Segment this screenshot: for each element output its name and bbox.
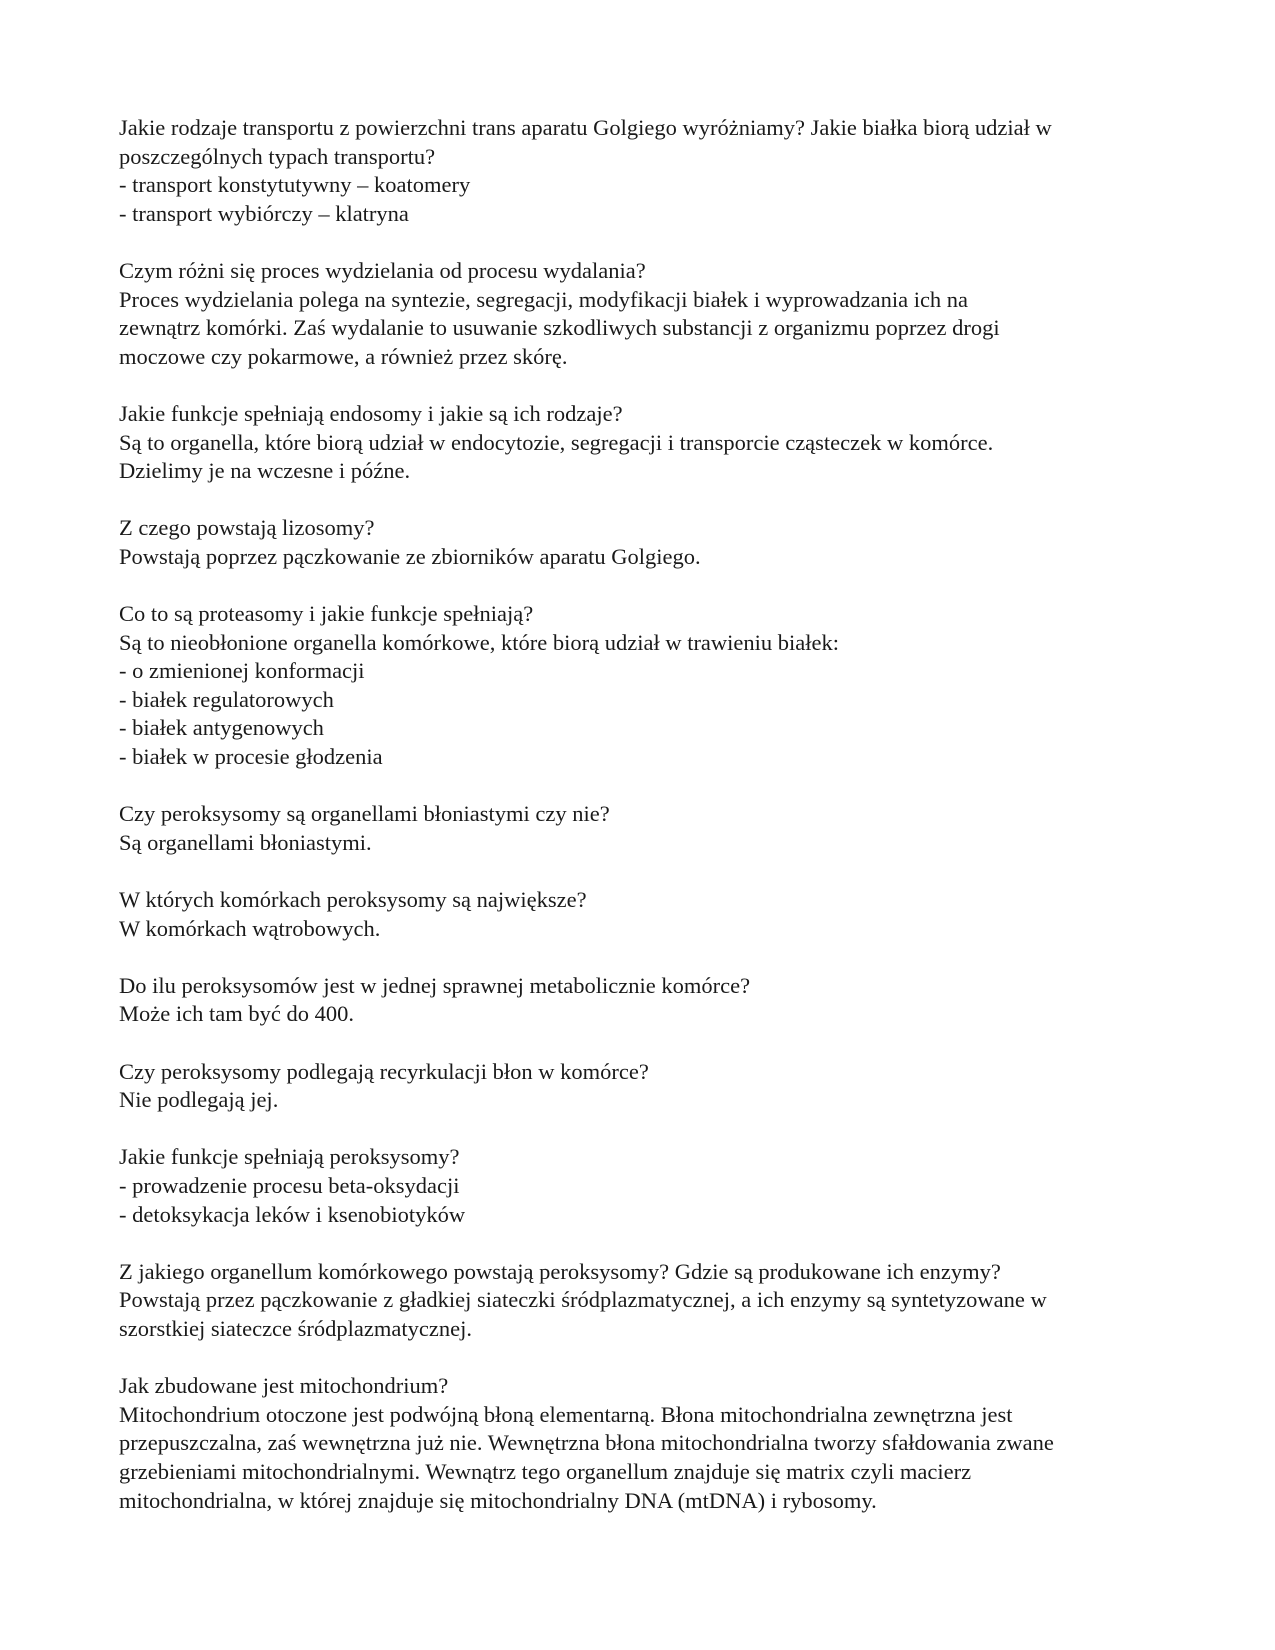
answer-line: przepuszczalna, zaś wewnętrzna już nie. Wewnętrzna błona mitochondrialna tworzy sfałdowania zwane bbox=[119, 1430, 1054, 1456]
answer-line: zewnątrz komórki. Zaś wydalanie to usuwanie szkodliwych substancji z organizmu poprzez drogi bbox=[119, 315, 1000, 341]
question-line: Czy peroksysomy podlegają recyrkulacji błon w komórce? bbox=[119, 1058, 649, 1084]
answer-line: Są to organella, które biorą udział w endocytozie, segregacji i transporcie cząsteczek w komórce. bbox=[119, 429, 994, 455]
answer-line: - o zmienionej konformacji bbox=[119, 658, 365, 684]
qa-block bbox=[119, 257, 1169, 371]
answer-line: Są organellami błoniastymi. bbox=[119, 829, 372, 855]
question-line: Z jakiego organellum komórkowego powstają peroksysomy? Gdzie są produkowane ich enzymy? bbox=[119, 1258, 1001, 1284]
question-line: Czym różni się proces wydzielania od procesu wydalania? bbox=[119, 257, 646, 283]
answer-line: - transport konstytutywny – koatomery bbox=[119, 172, 471, 198]
answer-line: - białek w procesie głodzenia bbox=[119, 744, 383, 770]
answer-line: Mitochondrium otoczone jest podwójną błoną elementarną. Błona mitochondrialna zewnętrzna jest bbox=[119, 1401, 1013, 1427]
qa-block bbox=[119, 1258, 1169, 1344]
answer-line: Powstają przez pączkowanie z gładkiej siateczki śródplazmatycznej, a ich enzymy są syntetyzowane w bbox=[119, 1287, 1047, 1313]
question-line: Do ilu peroksysomów jest w jednej sprawnej metabolicznie komórce? bbox=[119, 972, 751, 998]
answer-line: - prowadzenie procesu beta-oksydacji bbox=[119, 1172, 460, 1198]
answer-line: - białek regulatorowych bbox=[119, 686, 334, 712]
answer-line: grzebieniami mitochondrialnymi. Wewnątrz tego organellum znajduje się matrix czyli macierz bbox=[119, 1458, 972, 1484]
qa-block bbox=[119, 1143, 1169, 1229]
answer-line: mitochondrialna, w której znajduje się mitochondrialny DNA (mtDNA) i rybosomy. bbox=[119, 1487, 877, 1513]
answer-line: moczowe czy pokarmowe, a również przez skórę. bbox=[119, 343, 568, 369]
answer-line: W komórkach wątrobowych. bbox=[119, 915, 381, 941]
document-page bbox=[119, 114, 1169, 1544]
answer-line: Dzielimy je na wczesne i późne. bbox=[119, 458, 411, 484]
qa-block bbox=[119, 972, 1169, 1029]
answer-line: Powstają poprzez pączkowanie ze zbiorników aparatu Golgiego. bbox=[119, 543, 701, 569]
question-line: Jakie funkcje spełniają peroksysomy? bbox=[119, 1144, 460, 1170]
question-line: Jakie rodzaje transportu z powierzchni trans aparatu Golgiego wyróżniamy? Jakie białka biorą udział w bbox=[119, 115, 1052, 140]
answer-line: Proces wydzielania polega na syntezie, segregacji, modyfikacji białek i wyprowadzania ich na bbox=[119, 286, 969, 312]
question-line: Jakie funkcje spełniają endosomy i jakie są ich rodzaje? bbox=[119, 400, 623, 426]
qa-block bbox=[119, 400, 1169, 486]
answer-line: - białek antygenowych bbox=[119, 715, 324, 741]
qa-block bbox=[119, 1058, 1169, 1115]
qa-block bbox=[119, 1372, 1169, 1515]
qa-block bbox=[119, 800, 1169, 857]
answer-line: Może ich tam być do 400. bbox=[119, 1001, 354, 1027]
question-line: Co to są proteasomy i jakie funkcje spełniają? bbox=[119, 601, 534, 627]
answer-line: szorstkiej siateczce śródplazmatycznej. bbox=[119, 1315, 472, 1341]
answer-line: - detoksykacja leków i ksenobiotyków bbox=[119, 1201, 466, 1227]
qa-block bbox=[119, 514, 1169, 571]
question-line: Jak zbudowane jest mitochondrium? bbox=[119, 1373, 449, 1399]
answer-line: Są to nieobłonione organella komórkowe, które biorą udział w trawieniu białek: bbox=[119, 629, 840, 655]
qa-block bbox=[119, 886, 1169, 943]
qa-block bbox=[119, 114, 1169, 228]
answer-line: - transport wybiórczy – klatryna bbox=[119, 200, 409, 226]
answer-line: Nie podlegają jej. bbox=[119, 1087, 279, 1113]
question-line: Czy peroksysomy są organellami błoniastymi czy nie? bbox=[119, 801, 610, 827]
question-line: W których komórkach peroksysomy są największe? bbox=[119, 887, 587, 913]
qa-block bbox=[119, 600, 1169, 772]
question-line: Z czego powstają lizosomy? bbox=[119, 515, 375, 541]
question-line: poszczególnych typach transportu? bbox=[119, 143, 436, 169]
